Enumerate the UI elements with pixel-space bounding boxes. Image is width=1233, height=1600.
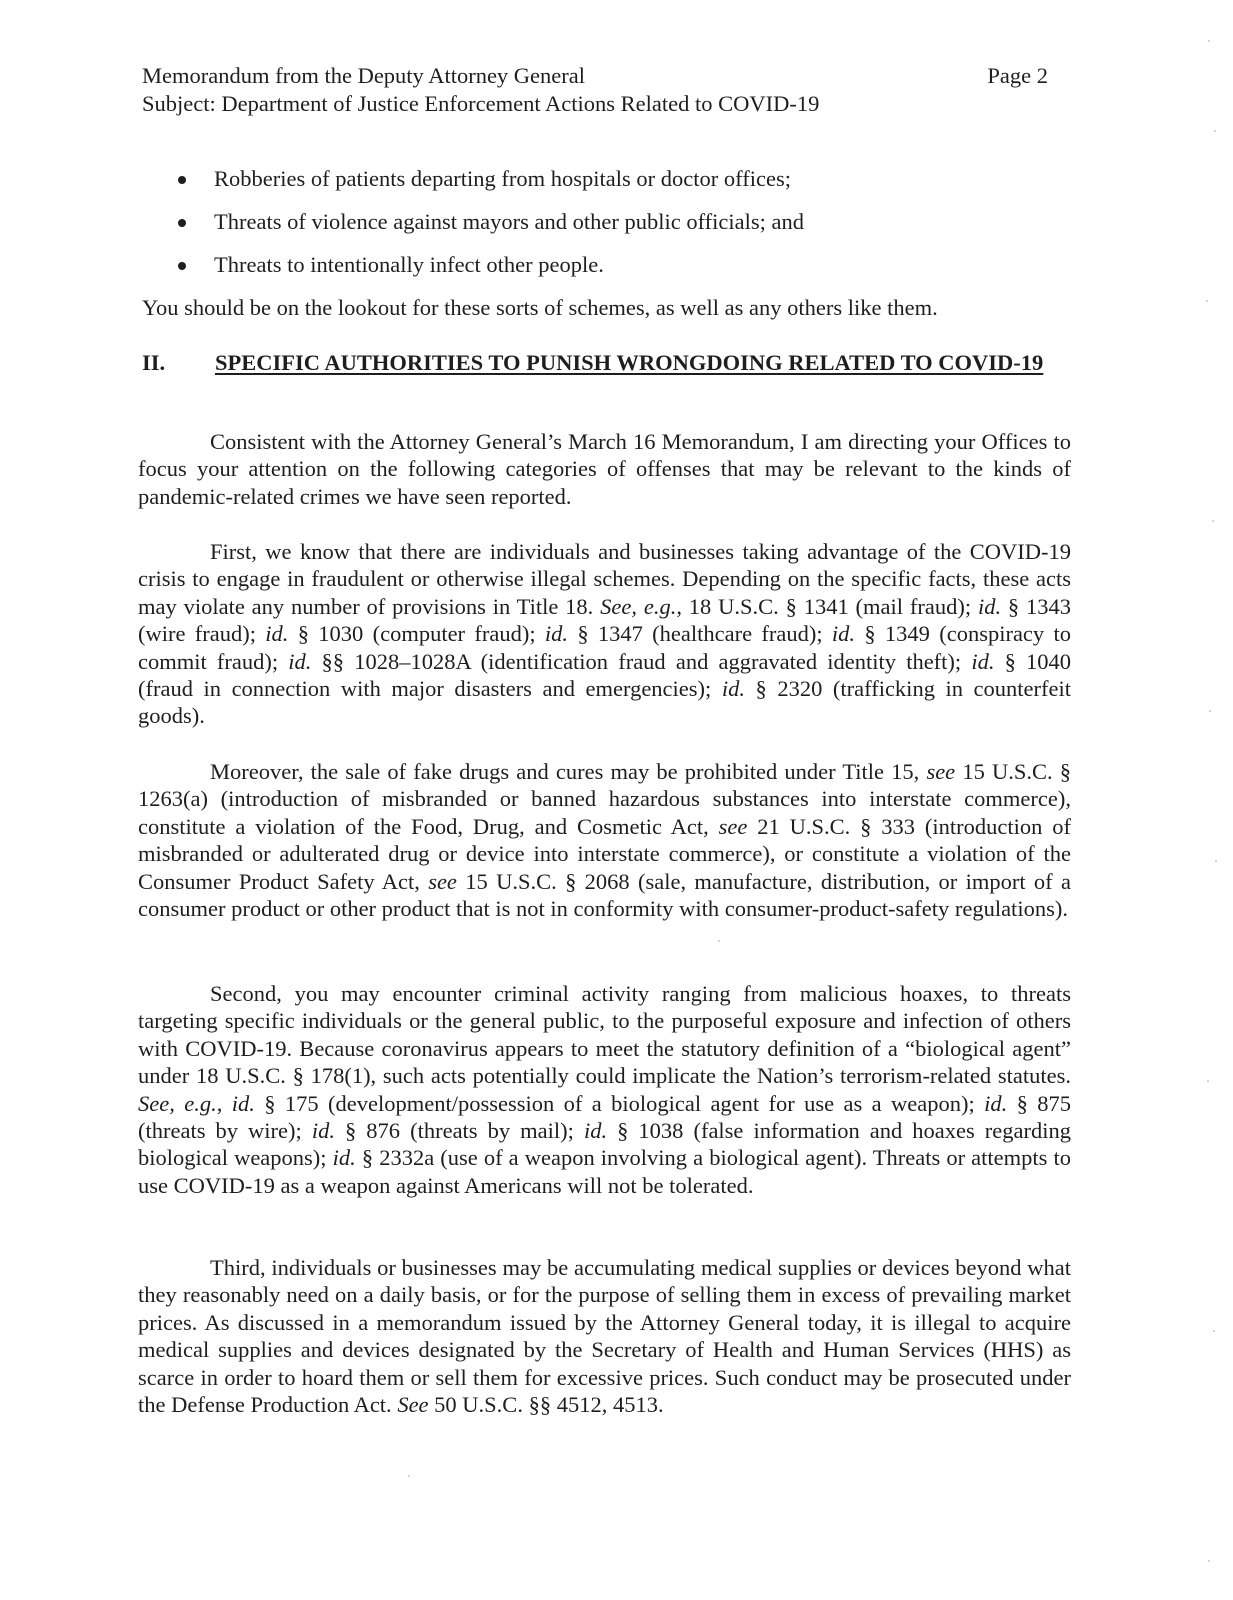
bullet-icon [178, 176, 186, 184]
paragraph-first: First, we know that there are individuals and businesses taking advantage of the COVID-19 crisis to engage in fraudulent or otherwise illegal schemes. Depending on the specific facts, these acts may violate any number of provisions in Title 18. See, e.g., 18 U.S.C. § 1341 (mail fraud); id. § 1343 (wire fraud); id. § 1030 (computer fraud); id. § 1347 (healthcare fraud); id. § 1349 (conspiracy to commit fraud); id. §§ 1028–1028A (identification fraud and aggravated identity theft); id. § 1040 (fraud in connection with major disasters and emergencies); id. § 2320 (trafficking in counterfeit goods). [138, 539, 1072, 729]
scan-speck [1212, 520, 1214, 522]
list-item-text: Threats to intentionally infect other people. [214, 252, 604, 277]
scan-speck [1208, 1560, 1210, 1562]
list-item-text: Robberies of patients departing from hospitals or doctor offices; [214, 166, 791, 191]
bullet-icon [178, 219, 186, 227]
paragraph-consistent: Consistent with the Attorney General’s March 16 Memorandum, I am directing your Offices to focus your attention on the following categories of offenses that may be relevant to the kinds of pandemic-related crimes we have seen reported. [138, 429, 1071, 509]
memo-header [142, 62, 1052, 118]
list-item-text: Threats of violence against mayors and other public officials; and [214, 209, 805, 234]
bullet-list [142, 165, 1072, 294]
list-item [142, 251, 1072, 294]
memo-from-line: Memorandum from the Deputy Attorney General [142, 63, 586, 88]
paragraph-moreover: Moreover, the sale of fake drugs and cures may be prohibited under Title 15, see 15 U.S.C. § 1263(a) (introduction of misbranded or banned hazardous substances into interstate commerce), constitute a violation of the Food, Drug, and Cosmetic Act, see 21 U.S.C. § 333 (introduction of misbranded or adulterated drug or device into interstate commerce), or constitute a violation of the Consumer Product Safety Act, see 15 U.S.C. § 2068 (sale, manufacture, distribution, or import of a consumer product or other product that is not in conformity with consumer-product-safety regulations). [138, 759, 1071, 922]
memo-subject-line: Subject: Department of Justice Enforcement Actions Related to COVID-19 [142, 91, 820, 116]
section-number: II. [142, 350, 166, 375]
list-item [142, 208, 1072, 251]
scan-speck [718, 940, 720, 942]
scan-speck [1207, 1080, 1209, 1082]
scan-speck [408, 1475, 410, 1477]
page-number: Page 2 [987, 63, 1048, 88]
scan-speck [1215, 860, 1217, 862]
list-item [142, 165, 1072, 208]
scan-speck [1209, 710, 1211, 712]
lookout-sentence: You should be on the lookout for these sorts of schemes, as well as any others like them. [142, 295, 938, 320]
section-title: SPECIFIC AUTHORITIES TO PUNISH WRONGDOING RELATED TO COVID-19 [215, 350, 1044, 375]
scan-speck [1214, 130, 1216, 132]
paragraph-second: Second, you may encounter criminal activity ranging from malicious hoaxes, to threats targeting specific individuals or the general public, to the purposeful exposure and infection of others with COVID-19. Because coronavirus appears to meet the statutory definition of a “biological agent” under 18 U.S.C. § 178(1), such acts potentially could implicate the Nation’s terrorism-related statutes. See, e.g., id. § 175 (development/possession of a biological agent for use as a weapon); id. § 875 (threats by wire); id. § 876 (threats by mail); id. § 1038 (false information and hoaxes regarding biological weapons); id. § 2332a (use of a weapon involving a biological agent). Threats or attempts to use COVID-19 as a weapon against Americans will not be tolerated. [138, 981, 1072, 1198]
scan-speck [1206, 300, 1208, 302]
scan-speck [1208, 40, 1210, 42]
paragraph-third: Third, individuals or businesses may be accumulating medical supplies or devices beyond what they reasonably need on a daily basis, or for the purpose of selling them in excess of prevailing market prices. As discussed in a memorandum issued by the Attorney General today, it is illegal to acquire medical supplies and devices designated by the Secretary of Health and Human Services (HHS) as scarce in order to hoard them or sell them for excessive prices. Such conduct may be prosecuted under the Defense Production Act. See 50 U.S.C. §§ 4512, 4513. [138, 1255, 1071, 1418]
scan-speck [1213, 1330, 1215, 1332]
bullet-icon [178, 262, 186, 270]
